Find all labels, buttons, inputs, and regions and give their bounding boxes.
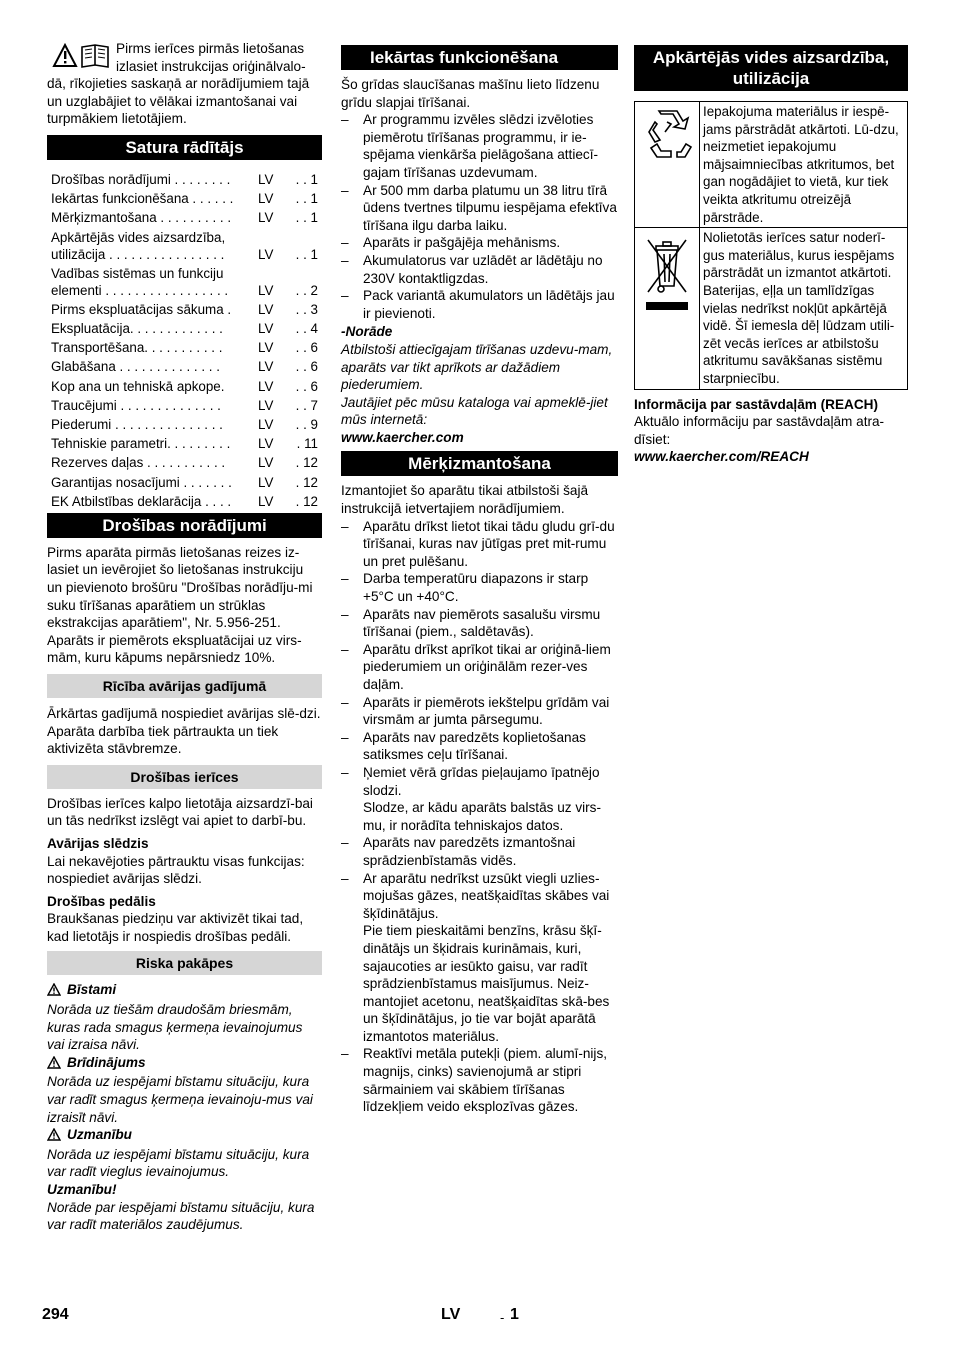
warning-triangle-icon bbox=[47, 1056, 61, 1074]
function-list-item: – Ar programmu izvēles slēdzi izvēloties piemērotu tīrīšanas programmu, ir ie-spējama vienkārša pielāgošana attiecī-gajam tīrīšanas uzdevumam. bbox=[341, 111, 618, 181]
toc-item-page: . 12 bbox=[295, 493, 318, 509]
function-list-item: – Aparāts ir pašgājēja mehānisms. bbox=[341, 234, 618, 252]
toc-item[interactable] bbox=[47, 320, 322, 337]
function-note-text2: Jautājiet pēc mūsu kataloga vai apmeklē-jiet mūs internetā: bbox=[341, 394, 608, 428]
toc-item-title: EK Atbilstības deklarācija . . . . bbox=[51, 493, 232, 509]
reach-link[interactable]: www.kaercher.com/REACH bbox=[634, 449, 809, 465]
function-list-item: – Akumulatorus var uzlādēt ar lādētāju no 230V kontaktligzdas. bbox=[341, 252, 618, 287]
toc-item-title: Traucējumi . . . . . . . . . . . . . . bbox=[51, 397, 221, 413]
toc-item-page: . . 9 bbox=[295, 417, 318, 433]
toc-item[interactable] bbox=[47, 435, 322, 452]
risk-text: Norāda uz tiešām draudošām briesmām, kuras rada smagus ķermeņa ievainojumus vai izraisa nāvi. bbox=[47, 1002, 303, 1053]
recycle-icon bbox=[641, 148, 693, 163]
toc-item[interactable] bbox=[47, 358, 322, 375]
usage-item-extra: Pie tiem pieskaitāmi benzīns, krāsu šķī-dinātājs un šķidrais kurināmais, kuri, sajaucoties ar iesūkto gaisu, var radīt sprādzienbīstamus maisījumus. Neiz-mantojiet acetonu, neatšķaidītas skā-bes un šķīdinātājus, jo tie var bojāt aparātā izmantotos materiālus. bbox=[363, 923, 610, 1044]
usage-item-text: – Aparāts nav paredzēts koplietošanas satiksmes ceļu tīrīšanai. bbox=[363, 729, 586, 763]
pedal-text: Braukšanas piedziņu var aktivizēt tikai tad, kad lietotājs ir nospiedis drošības pedāli. bbox=[47, 911, 304, 944]
usage-item-text: – Ar aparātu nedrīkst uzsūkt viegli uzlies-mojušas gāzes, neatšķaidītas skābes vai šķīdinātājus. bbox=[363, 870, 610, 921]
toc-item-page: . . 1 bbox=[295, 246, 318, 262]
toc-item-title: Mērķizmantošana . . . . . . . . . . bbox=[51, 210, 232, 226]
toc-item-page: . . 1 bbox=[295, 171, 318, 187]
toc-item-page: . . 1 bbox=[295, 191, 318, 207]
toc-item[interactable] bbox=[47, 265, 322, 299]
function-list-item: – Ar 500 mm darba platumu un 38 litru tīrā ūdens tvertnes tilpumu iespējama efektīva tīrīšana ilgu darba laiku. bbox=[341, 182, 618, 235]
toc-item-title-line1: Apkārtējās vides aizsardzība, bbox=[51, 229, 226, 245]
column-left bbox=[47, 40, 322, 1234]
emergency-heading: Rīcība avārijas gadījumā bbox=[47, 674, 322, 698]
page-number: 294 bbox=[42, 1306, 69, 1323]
toc-item-title-line2: elementi . . . . . . . . . . . . . . . . . bbox=[51, 282, 229, 298]
toc-item[interactable] bbox=[47, 209, 322, 226]
toc-item-lang: LV bbox=[258, 171, 274, 187]
env-icon-cell bbox=[635, 102, 700, 228]
function-note-label: -Norāde bbox=[341, 324, 393, 340]
toc-item-lang: LV bbox=[258, 321, 274, 337]
toc-item-page: . . 6 bbox=[295, 359, 318, 375]
usage-list bbox=[341, 518, 618, 1116]
env-row-packaging bbox=[635, 102, 908, 228]
toc-item[interactable] bbox=[47, 229, 322, 263]
toc-item[interactable] bbox=[47, 493, 322, 510]
usage-list-item bbox=[341, 1045, 618, 1115]
usage-list-item bbox=[341, 518, 618, 571]
devices-text: Drošības ierīces kalpo lietotāja aizsardzī-bai un tās nedrīkst izslēgt vai apiet to darbī-bu. bbox=[47, 795, 313, 829]
env-text-packaging: Iepakojuma materiālus ir iespē-jams pārstrādāt atkārtoti. Lū-dzu, neizmetiet iepakojumu mājsaimniecības atkritumos, bet gan nogādājiet to vietā, kur tiek veikta atkritumu otreizējā pārstrāde. bbox=[700, 102, 908, 228]
toc-item-lang: LV bbox=[258, 282, 274, 298]
toc-item-lang: LV bbox=[258, 455, 274, 471]
warning-book-icon bbox=[52, 43, 112, 74]
risk-label-text: Bīstami bbox=[67, 982, 117, 998]
emergency-text: Ārkārtas gadījumā nospiediet avārijas slē-dzi. Aparāta darbība tiek pārtraukta un tiek aktivizēta stāvbremze. bbox=[47, 705, 321, 757]
env-row-disposal bbox=[635, 228, 908, 389]
usage-list-item bbox=[341, 834, 618, 869]
estop-title: Avārijas slēdzis bbox=[47, 835, 149, 851]
env-table bbox=[634, 101, 908, 390]
function-heading: Iekārtas funkcionēšana bbox=[341, 45, 618, 70]
toc-item[interactable] bbox=[47, 301, 322, 318]
env-heading-line1: Apkārtējās vides aizsardzība, bbox=[652, 48, 890, 67]
toc-item[interactable] bbox=[47, 474, 322, 491]
toc-item-lang: LV bbox=[258, 493, 274, 509]
footer-dash: - bbox=[500, 1310, 505, 1325]
toc-item-lang: LV bbox=[258, 301, 274, 317]
usage-list-item bbox=[341, 729, 618, 764]
toc-item-title: Garantijas nosacījumi . . . . . . . bbox=[51, 474, 232, 490]
toc-item-page: . . 6 bbox=[295, 340, 318, 356]
risk-label bbox=[47, 981, 322, 1001]
toc-item-title bbox=[51, 265, 258, 299]
env-heading-line2: utilizācija bbox=[732, 69, 810, 88]
env-text-disposal: Nolietotās ierīces satur noderī-gus materiālus, kurus iespējams pārstrādāt un izmantot atkārtoti. Baterijas, eļļa un tamlīdzīgas vielas nedrīkst nokļūt apkārtējā vidē. Šī iemesla dēļ lūdzam utili-zēt vecās ierīces ar atbilstošu atkritumu savākšanas sistēmu starpniecību. bbox=[700, 228, 908, 389]
crossed-bin-icon bbox=[642, 302, 692, 317]
toc-item-title bbox=[51, 229, 258, 263]
toc-item-title: Pirms ekspluatācijas sākuma . bbox=[51, 301, 232, 317]
toc-item-title-line2: utilizācija . . . . . . . . . . . . . . . . bbox=[51, 246, 225, 262]
usage-item-text: – Darba temperatūru diapazons ir starp +5°C un +40°C. bbox=[363, 571, 589, 605]
usage-list-item bbox=[341, 870, 618, 1046]
intro-line2: izlasiet instrukcijas oriģinālvalo- bbox=[116, 58, 306, 74]
toc-list bbox=[47, 171, 322, 510]
risk-label bbox=[47, 1126, 322, 1146]
env-heading bbox=[634, 45, 908, 91]
usage-intro: Izmantojiet šo aparātu tikai atbilstoši šajā instrukcijā ietvertajiem norādījumiem. bbox=[341, 483, 589, 517]
toc-item-title: Transportēšana. . . . . . . . . . . bbox=[51, 340, 223, 356]
usage-item-text: – Reaktīvi metāla putekļi (piem. alumī-nijs, magnijs, cinks) savienojumā ar stipri sārmainiem vai skābiem tīrīšanas līdzekļiem veido eksplozīvas gāzes. bbox=[363, 1046, 608, 1115]
toc-item-lang: LV bbox=[258, 474, 274, 490]
pedal-title: Drošības pedālis bbox=[47, 893, 156, 909]
intro-block bbox=[47, 40, 322, 128]
toc-item-lang: LV bbox=[258, 417, 274, 433]
toc-item-page: . . 2 bbox=[295, 282, 318, 298]
function-list-item: – Pack variantā akumulators un lādētājs jau ir pievienoti. bbox=[341, 287, 618, 322]
toc-item-title: Kop ana un tehniskā apkope. bbox=[51, 378, 225, 394]
usage-list-item bbox=[341, 606, 618, 641]
toc-item-lang: LV bbox=[258, 340, 274, 356]
usage-item-text: – Aparātu drīkst lietot tikai tādu gludu grī-du tīrīšanai, kuras nav jūtīgas pret mit-rumu un pret pulēšanu. bbox=[363, 518, 615, 569]
usage-item-text: – Aparāts ir piemērots iekštelpu grīdām vai virsmām ar jumta pārsegumu. bbox=[363, 694, 610, 728]
warning-triangle-icon bbox=[47, 1128, 61, 1146]
toc-item[interactable] bbox=[47, 378, 322, 395]
risk-text: Norāda uz iespējami bīstamu situāciju, kura var radīt vieglus ievainojumus. bbox=[47, 1146, 310, 1180]
env-icon-cell bbox=[635, 228, 700, 389]
column-right bbox=[634, 45, 908, 466]
toc-item[interactable] bbox=[47, 454, 322, 471]
usage-item-extra: Slodze, ar kādu aparāts balstās uz virs-mu, ir norādīta tehniskajos datos. bbox=[363, 800, 602, 833]
intro-rest: dā, rīkojieties saskaņā ar norādījumiem tajā un uzglabājiet to vēlākai izmantošanai vai turpmākiem lietotājiem. bbox=[47, 76, 310, 127]
function-intro: Šo grīdas slaucīšanas mašīnu lieto līdzenu grīdu slapjai tīrīšanai. bbox=[341, 77, 600, 110]
footer-lang: LV bbox=[441, 1306, 461, 1323]
toc-item-title: Drošības norādījumi . . . . . . . . bbox=[51, 171, 231, 187]
toc-item-page: . 11 bbox=[296, 436, 318, 452]
usage-list-item bbox=[341, 764, 618, 834]
risk-label bbox=[47, 1054, 322, 1074]
toc-item[interactable] bbox=[47, 190, 322, 207]
toc-item[interactable] bbox=[47, 171, 322, 188]
risk-label-text: Uzmanību! bbox=[47, 1182, 117, 1197]
toc-item-lang: LV bbox=[258, 246, 274, 262]
toc-item-title: Iekārtas funkcionēšana . . . . . . bbox=[51, 191, 234, 207]
toc-item-lang: LV bbox=[258, 191, 274, 207]
toc-item-page: . 12 bbox=[295, 474, 318, 490]
usage-list-item bbox=[341, 694, 618, 729]
risk-list bbox=[47, 981, 322, 1233]
toc-item-lang: LV bbox=[258, 359, 274, 375]
function-list bbox=[341, 111, 618, 322]
risk-label-text: Brīdinājums bbox=[67, 1054, 146, 1070]
risk-text: Norāda uz iespējami bīstamu situāciju, kura var radīt smagus ķermeņa ievainoju-mus vai izraisīt nāvi. bbox=[47, 1074, 313, 1125]
toc-item-lang: LV bbox=[258, 378, 274, 394]
safety-heading: Drošības norādījumi bbox=[47, 513, 322, 538]
toc-item-title: Ekspluatācija. . . . . . . . . . . . . bbox=[51, 321, 223, 337]
toc-item-lang: LV bbox=[258, 210, 274, 226]
toc-item-title: Piederumi . . . . . . . . . . . . . . . bbox=[51, 417, 223, 433]
estop-text: Lai nekavējoties pārtrauktu visas funkcijas: nospiediet avārijas slēdzi. bbox=[47, 853, 305, 887]
usage-item-text: – Aparāts nav piemērots sasalušu virsmu tīrīšanai (piem., saldētavās). bbox=[363, 606, 601, 640]
function-note-text: Atbilstoši attiecīgajam tīrīšanas uzdevu-mam, aparāts var tikt aprīkots ar dažādiem piederumiem. bbox=[341, 341, 613, 393]
toc-item-title-line1: Vadības sistēmas un funkciju bbox=[51, 265, 224, 281]
reach-text: Aktuālo informāciju par sastāvdaļām atra-dīsiet: bbox=[634, 414, 885, 447]
toc-item-page: . . 6 bbox=[295, 378, 318, 394]
toc-item-lang: LV bbox=[258, 397, 274, 413]
usage-item-text: – Aparātu drīkst aprīkot tikai ar oriģinā-liem piederumiem un oriģinālām rezer-ves daļām. bbox=[363, 641, 611, 692]
warning-triangle-icon bbox=[47, 983, 61, 1001]
risk-label bbox=[47, 1181, 322, 1199]
risk-heading: Riska pakāpes bbox=[47, 951, 322, 975]
intro-line1: Pirms ierīces pirmās lietošanas bbox=[116, 41, 305, 56]
footer-section-number: 1 bbox=[510, 1306, 519, 1323]
usage-list-item bbox=[341, 641, 618, 694]
toc-item-page: . . 4 bbox=[295, 321, 318, 337]
risk-label-text: Uzmanību bbox=[67, 1127, 132, 1143]
toc-item-lang: LV bbox=[258, 436, 274, 452]
toc-item-page: . . 7 bbox=[295, 397, 318, 413]
devices-heading: Drošības ierīces bbox=[47, 765, 322, 789]
usage-heading: Mērķizmantošana bbox=[341, 451, 618, 476]
toc-item[interactable] bbox=[47, 416, 322, 433]
toc-item-page: . . 3 bbox=[295, 301, 318, 317]
safety-intro: Pirms aparāta pirmās lietošanas reizes iz-lasiet un ievērojiet šo lietošanas instrukciju un pievienoto brošūru "Drošības norādīju-mi suku tīrīšanas aparātiem un strūklas ekstrakcijas aparātiem", Nr. 5.956-251. Aparāts ir piemērots ekspluatācijai uz virs-mām, kuru kāpums nepārsniedz 10%. bbox=[47, 544, 313, 666]
usage-item-text: – Aparāts nav paredzēts izmantošnai sprādzienbīstamās vidēs. bbox=[363, 835, 576, 868]
toc-item-page: . . 1 bbox=[295, 210, 318, 226]
toc-item-title: Tehniskie parametri. . . . . . . . . bbox=[51, 436, 231, 452]
usage-list-item bbox=[341, 570, 618, 605]
toc-heading: Satura rādītājs bbox=[47, 135, 322, 160]
toc-item[interactable] bbox=[47, 339, 322, 356]
kaercher-link[interactable]: www.kaercher.com bbox=[341, 429, 464, 445]
toc-item-title: Glabāšana . . . . . . . . . . . . . . bbox=[51, 359, 220, 375]
reach-title: Informācija par sastāvdaļām (REACH) bbox=[634, 396, 879, 412]
toc-item[interactable] bbox=[47, 397, 322, 414]
usage-item-text: – Ņemiet vērā grīdas pieļaujamo īpatnējo slodzi. bbox=[363, 764, 600, 798]
risk-text: Norāde par iespējami bīstamu situāciju, kura var radīt materiālos zaudējumus. bbox=[47, 1199, 315, 1233]
column-middle bbox=[341, 45, 618, 1116]
toc-item-page: . 12 bbox=[295, 455, 318, 471]
toc-item-title: Rezerves daļas . . . . . . . . . . . bbox=[51, 455, 226, 471]
